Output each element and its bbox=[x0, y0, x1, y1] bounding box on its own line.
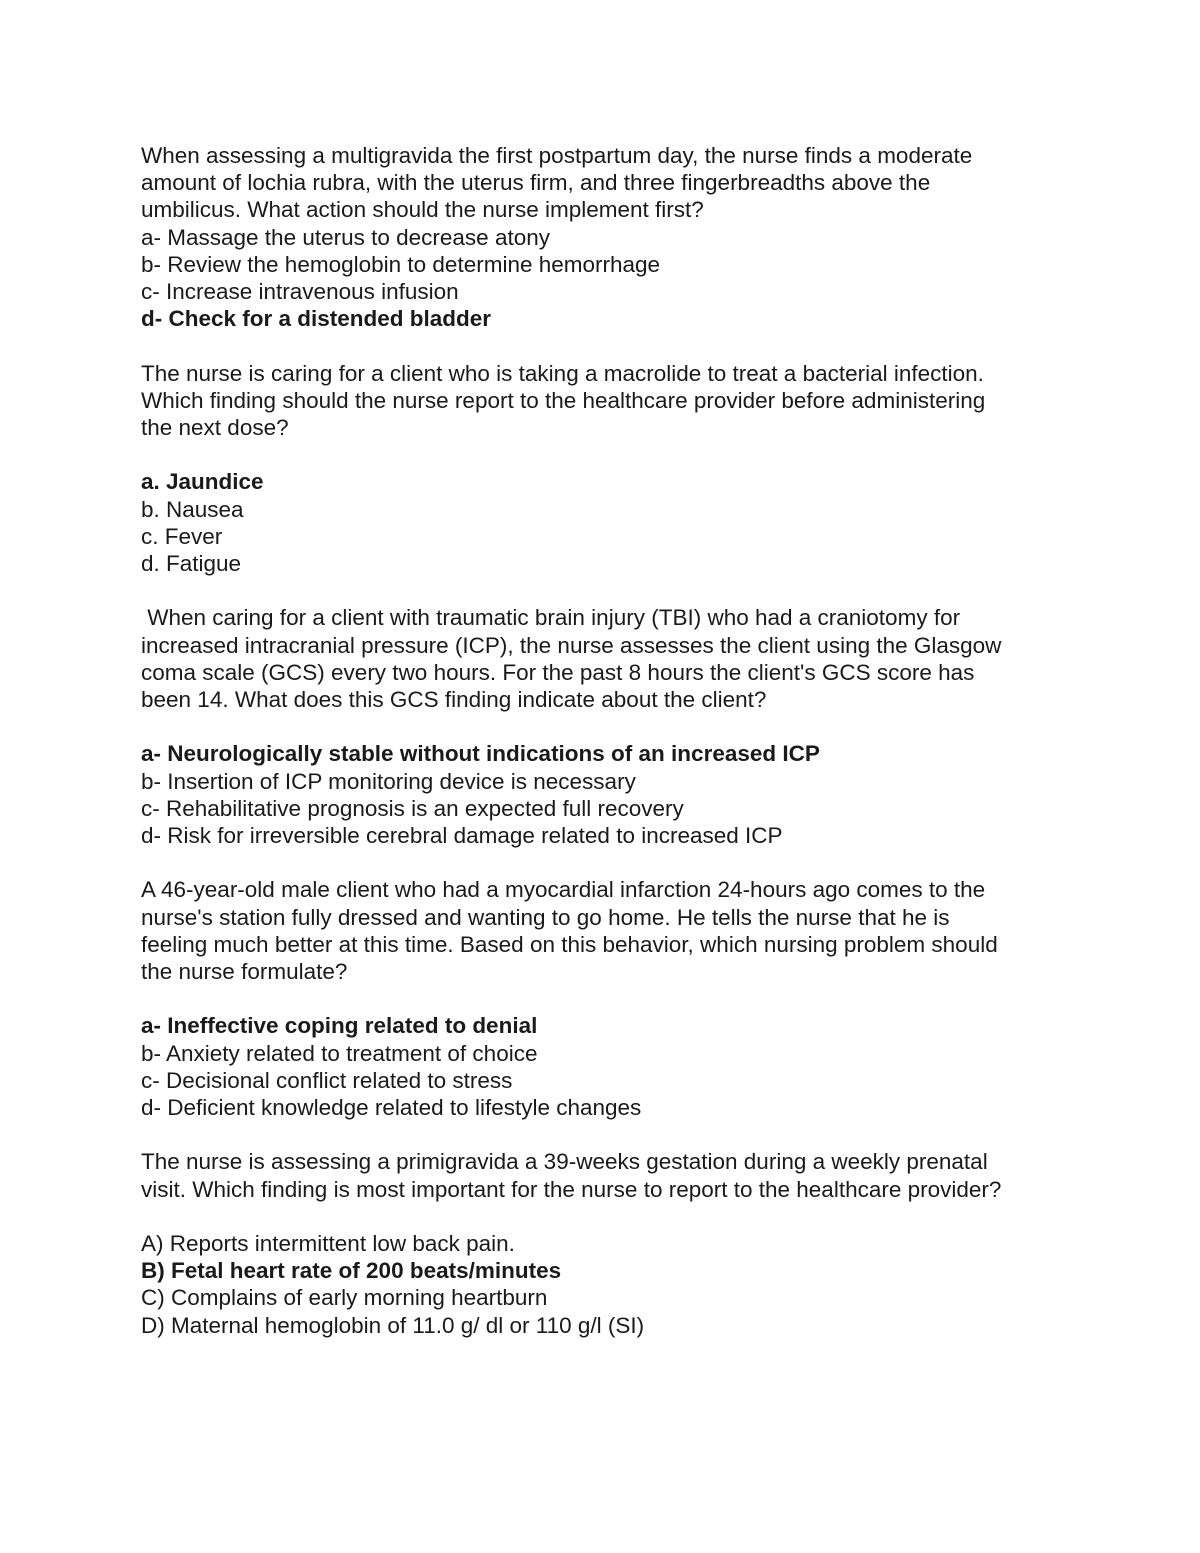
question-4 bbox=[141, 876, 1061, 1121]
question-stem-line: been 14. What does this GCS finding indicate about the client? bbox=[141, 687, 767, 713]
question-stem-line: When caring for a client with traumatic brain injury (TBI) who had a craniotomy for bbox=[141, 605, 961, 631]
question-stem-line: the nurse formulate? bbox=[141, 959, 348, 985]
question-1 bbox=[141, 142, 1061, 332]
question-stem-line: When assessing a multigravida the first postpartum day, the nurse finds a moderate bbox=[141, 143, 973, 168]
blank-line bbox=[141, 985, 1061, 1012]
blank-line bbox=[141, 332, 1061, 359]
answer-option: d- Deficient knowledge related to lifestyle changes bbox=[141, 1095, 642, 1121]
question-stem-line: The nurse is assessing a primigravida a 39-weeks gestation during a weekly prenatal bbox=[141, 1149, 988, 1175]
question-stem-line: umbilicus. What action should the nurse implement first? bbox=[141, 197, 704, 223]
question-3 bbox=[141, 604, 1061, 849]
answer-option: a- Massage the uterus to decrease atony bbox=[141, 224, 550, 250]
answer-option: b- Anxiety related to treatment of choice bbox=[141, 1040, 538, 1066]
blank-line bbox=[141, 441, 1061, 468]
answer-option: c- Increase intravenous infusion bbox=[141, 279, 459, 305]
question-stem-line: feeling much better at this time. Based on this behavior, which nursing problem should bbox=[141, 931, 998, 957]
question-stem-line: the next dose? bbox=[141, 415, 289, 441]
answer-option-correct: d- Check for a distended bladder bbox=[141, 306, 492, 332]
answer-option-correct: a- Ineffective coping related to denial bbox=[141, 1013, 538, 1039]
answer-option-correct: B) Fetal heart rate of 200 beats/minutes bbox=[141, 1258, 562, 1284]
answer-option: C) Complains of early morning heartburn bbox=[141, 1285, 548, 1311]
blank-line bbox=[141, 1203, 1061, 1230]
answer-option: D) Maternal hemoglobin of 11.0 g/ dl or 110 g/l (SI) bbox=[141, 1312, 645, 1338]
blank-line bbox=[141, 849, 1061, 876]
question-2 bbox=[141, 360, 1061, 578]
question-5 bbox=[141, 1148, 1061, 1338]
answer-option: d. Fatigue bbox=[141, 551, 242, 577]
answer-option: A) Reports intermittent low back pain. bbox=[141, 1231, 515, 1256]
question-stem-line: increased intracranial pressure (ICP), the nurse assesses the client using the Glasgow bbox=[141, 632, 1002, 658]
blank-line bbox=[141, 713, 1061, 740]
question-stem-line: visit. Which finding is most important for the nurse to report to the healthcare provider? bbox=[141, 1176, 1002, 1202]
answer-option: b. Nausea bbox=[141, 496, 244, 522]
question-stem-line: The nurse is caring for a client who is taking a macrolide to treat a bacterial infection. bbox=[141, 360, 984, 386]
answer-option-correct: a- Neurologically stable without indications of an increased ICP bbox=[141, 741, 820, 767]
answer-option: c- Rehabilitative prognosis is an expected full recovery bbox=[141, 795, 684, 821]
blank-line bbox=[141, 1121, 1061, 1148]
question-stem-line: amount of lochia rubra, with the uterus firm, and three fingerbreadths above the bbox=[141, 170, 931, 196]
blank-line bbox=[141, 577, 1061, 604]
question-stem-line: nurse's station fully dressed and wanting to go home. He tells the nurse that he is bbox=[141, 904, 950, 930]
answer-option: c. Fever bbox=[141, 523, 223, 549]
answer-option: b- Insertion of ICP monitoring device is necessary bbox=[141, 768, 636, 794]
answer-option: c- Decisional conflict related to stress bbox=[141, 1067, 513, 1093]
answer-option: b- Review the hemoglobin to determine hemorrhage bbox=[141, 251, 661, 277]
answer-option-correct: a. Jaundice bbox=[141, 469, 264, 495]
question-stem-line: coma scale (GCS) every two hours. For the past 8 hours the client's GCS score has bbox=[141, 659, 975, 685]
question-stem-line: Which finding should the nurse report to the healthcare provider before administering bbox=[141, 387, 986, 413]
answer-option: d- Risk for irreversible cerebral damage related to increased ICP bbox=[141, 823, 783, 849]
question-stem-line: A 46-year-old male client who had a myocardial infarction 24-hours ago comes to the bbox=[141, 877, 986, 903]
document-page bbox=[141, 142, 1061, 1339]
